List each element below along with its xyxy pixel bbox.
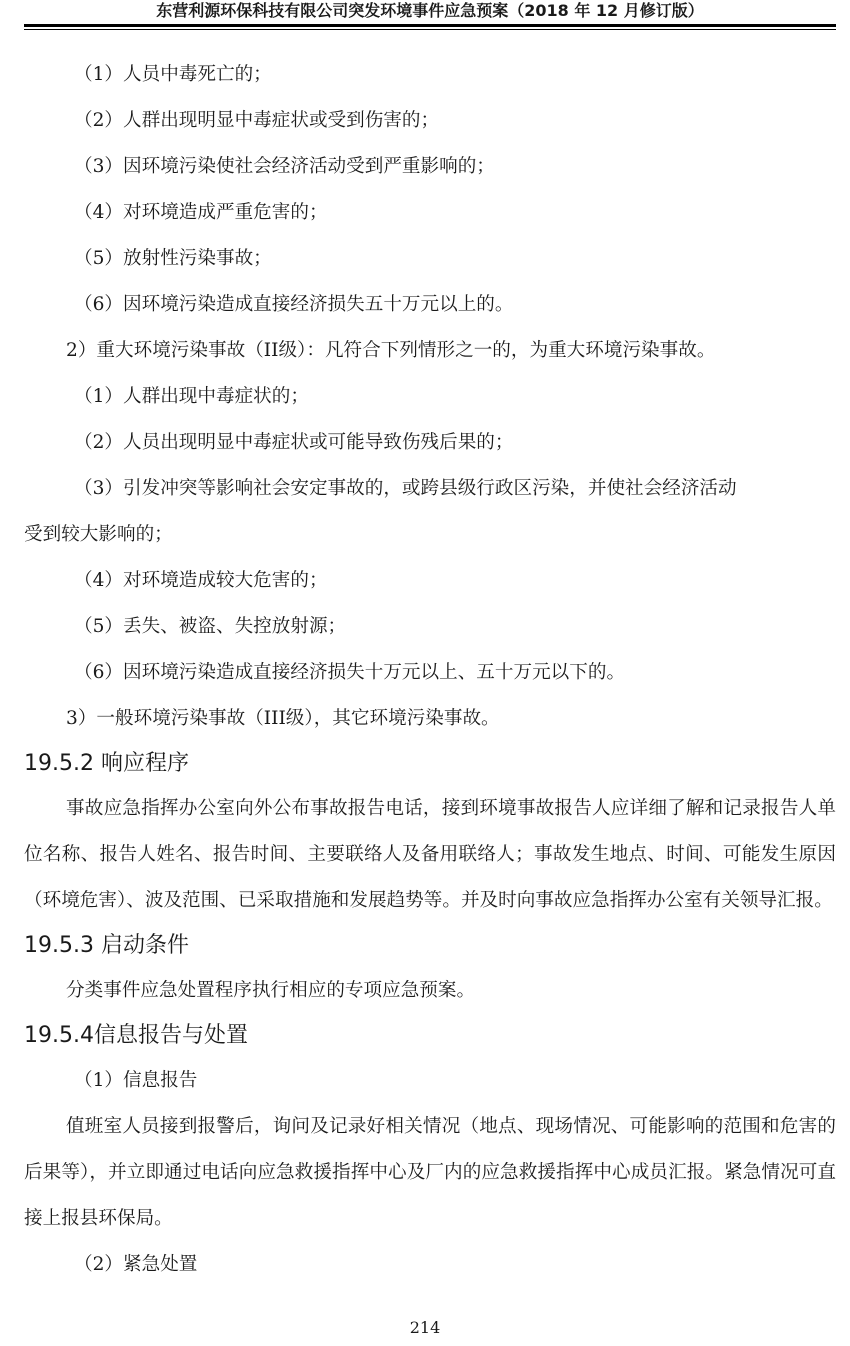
subheading-info-report: （1）信息报告 [74, 1070, 198, 1091]
list-item: （2）人群出现明显中毒症状或受到伤害的； [74, 110, 440, 131]
level-2-definition: 2）重大环境污染事故（II级）：凡符合下列情形之一的，为重大环境污染事故。 [66, 340, 716, 361]
list-item: （4）对环境造成严重危害的； [74, 202, 328, 223]
header-title: 东营利源环保科技有限公司突发环境事件应急预案（2018 年 12 月修订版） [156, 1, 704, 20]
level-3-definition: 3）一般环境污染事故（III级），其它环境污染事故。 [66, 708, 500, 729]
list-item: （1）人群出现中毒症状的； [74, 386, 309, 407]
page-footer [0, 1316, 850, 1340]
section-heading-19-5-4: 19.5.4信息报告与处置 [24, 1023, 248, 1048]
list-item: （3）因环境污染使社会经济活动受到严重影响的； [74, 156, 495, 177]
list-item-continuation: 受到较大影响的； [24, 524, 173, 545]
list-item: （4）对环境造成较大危害的； [74, 570, 328, 591]
paragraph-start-conditions: 分类事件应急处置程序执行相应的专项应急预案。 [66, 980, 476, 1001]
page-number: 214 [409, 1318, 441, 1337]
page-header [24, 0, 836, 24]
section-heading-19-5-2: 19.5.2 响应程序 [24, 751, 189, 776]
page-content [24, 52, 836, 1288]
list-item: （5）放射性污染事故； [74, 248, 272, 269]
header-rule-thin [24, 29, 836, 30]
section-heading-19-5-3: 19.5.3 启动条件 [24, 933, 189, 958]
list-item: （3）引发冲突等影响社会安定事故的，或跨县级行政区污染，并使社会经济活动 [74, 478, 737, 499]
header-rule-thick [24, 24, 836, 27]
list-item: （6）因环境污染造成直接经济损失十万元以上、五十万元以下的。 [74, 662, 626, 683]
list-item: （2）人员出现明显中毒症状或可能导致伤残后果的； [74, 432, 514, 453]
paragraph-response-procedure: 事故应急指挥办公室向外公布事故报告电话，接到环境事故报告人应详细了解和记录报告人单位名称、报告人姓名、报告时间、主要联络人及备用联络人；事故发生地点、时间、可能发生原因（环境危害）、波及范围、已采取措施和发展趋势等。并及时向事故应急指挥办公室有关领导汇报。 [24, 798, 836, 911]
list-item: （5）丢失、被盗、失控放射源； [74, 616, 347, 637]
subheading-emergency-disposal: （2）紧急处置 [74, 1254, 198, 1275]
paragraph-info-report: 值班室人员接到报警后，询问及记录好相关情况（地点、现场情况、可能影响的范围和危害的后果等），并立即通过电话向应急救援指挥中心及厂内的应急救援指挥中心成员汇报。紧急情况可直接上报县环保局。 [24, 1116, 836, 1229]
list-item: （1）人员中毒死亡的； [74, 64, 272, 85]
list-item: （6）因环境污染造成直接经济损失五十万元以上的。 [74, 294, 514, 315]
